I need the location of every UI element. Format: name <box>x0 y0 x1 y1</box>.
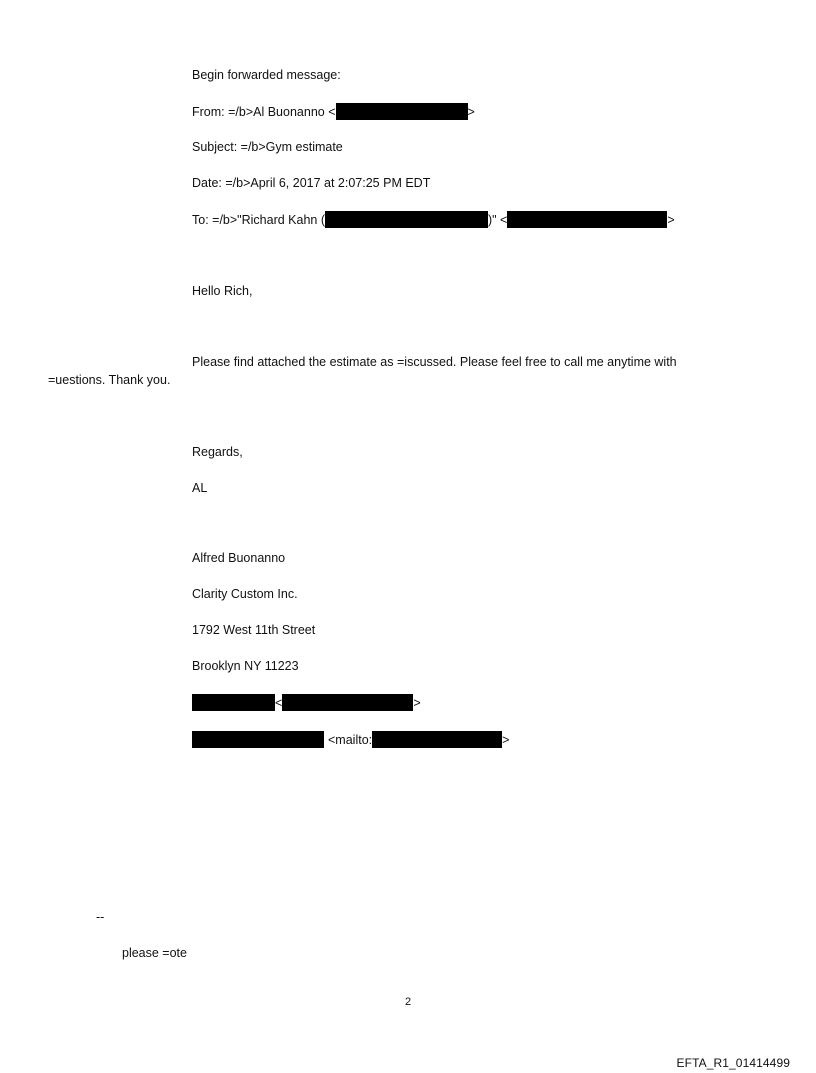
contact2-mailto: <mailto: <box>328 733 373 747</box>
greeting: Hello Rich, <box>192 284 253 298</box>
short-signature: AL <box>192 481 208 495</box>
contact2-close: > <box>502 733 510 747</box>
bates-id: EFTA_R1_01414499 <box>676 1056 790 1070</box>
subject-line: Subject: =/b>Gym estimate <box>192 140 343 154</box>
from-line <box>192 103 475 120</box>
signature-city: Brooklyn NY 11223 <box>192 659 299 673</box>
redaction-block <box>282 694 413 711</box>
to-middle: )" < <box>487 213 508 227</box>
forward-intro: Begin forwarded message: <box>192 68 341 82</box>
signature-company: Clarity Custom Inc. <box>192 587 298 601</box>
to-prefix: To: =/b>"Richard Kahn ( <box>192 213 325 227</box>
footer-note: please =ote <box>122 946 187 960</box>
contact1-open: < <box>275 696 283 710</box>
redaction-block <box>336 103 468 120</box>
signature-street: 1792 West 11th Street <box>192 623 316 637</box>
from-suffix: > <box>467 105 475 119</box>
redaction-block <box>507 211 667 228</box>
body-line-2: =uestions. Thank you. <box>48 373 171 387</box>
body-line-1: Please find attached the estimate as =iscussed. Please feel free to call me anytime with <box>192 355 677 369</box>
from-prefix: From: =/b>Al Buonanno < <box>192 105 336 119</box>
signature-name: Alfred Buonanno <box>192 551 286 565</box>
page-number: 2 <box>404 996 412 1008</box>
redaction-block <box>192 731 324 748</box>
footer-dashes: -- <box>96 910 105 924</box>
signature-contact-1 <box>192 694 421 711</box>
date-line: Date: =/b>April 6, 2017 at 2:07:25 PM EDT <box>192 176 431 190</box>
redaction-block <box>325 211 488 228</box>
redaction-block <box>372 731 502 748</box>
to-line <box>192 211 675 228</box>
to-suffix: > <box>667 213 675 227</box>
closing: Regards, <box>192 445 243 459</box>
redaction-block <box>192 694 275 711</box>
contact1-close: > <box>413 696 421 710</box>
signature-contact-2 <box>192 731 509 748</box>
